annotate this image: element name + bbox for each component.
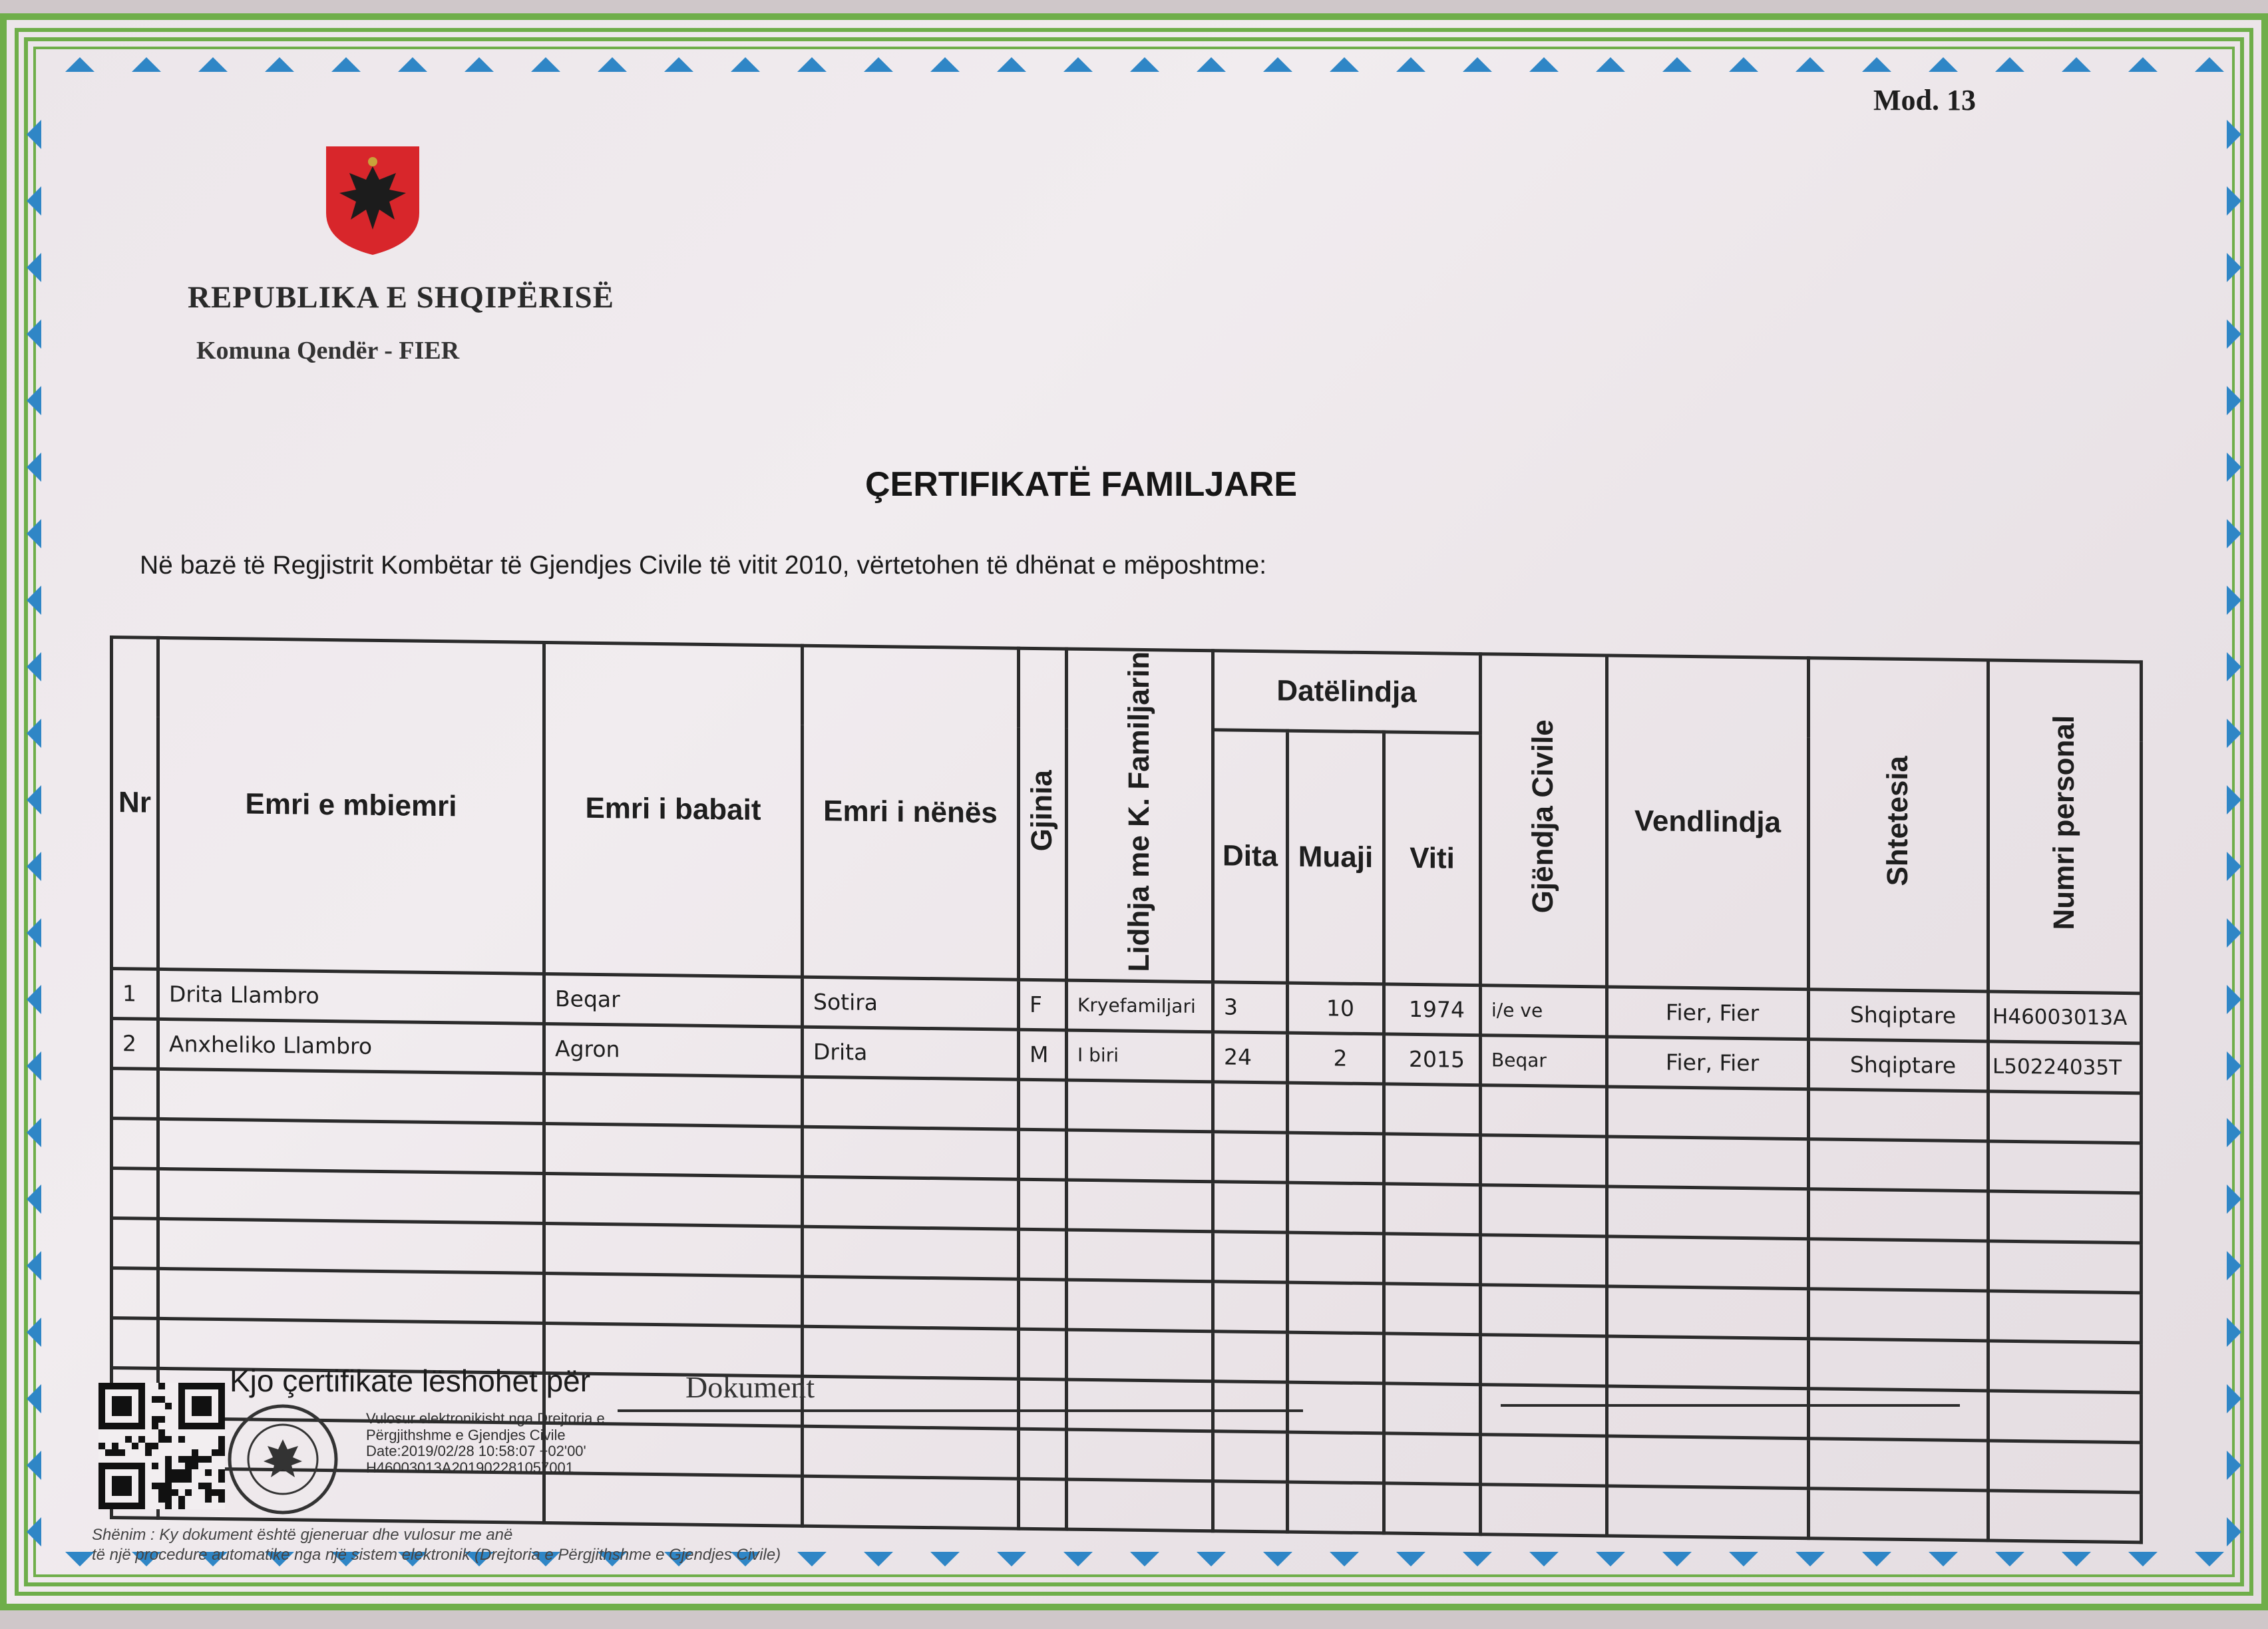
cell-nr: 2	[112, 1018, 158, 1069]
header-personal-number: Numri personal	[1988, 660, 2142, 993]
cell-month: 10	[1288, 983, 1384, 1034]
cell-father: Agron	[544, 1023, 803, 1077]
header-month: Muaji	[1288, 731, 1384, 984]
cell-gender: M	[1019, 1029, 1067, 1080]
qr-code-icon	[98, 1383, 225, 1509]
esign-line: Përgjithshme e Gjendjes Civile	[366, 1426, 566, 1443]
cell-nr: 1	[112, 968, 158, 1019]
cell-year: 2015	[1384, 1034, 1481, 1085]
albanian-emblem-icon	[323, 143, 423, 256]
cell-father: Beqar	[544, 974, 803, 1027]
cell-personal-number: L50224035T	[1988, 1041, 2142, 1093]
header-birthplace: Vendlindja	[1607, 655, 1809, 989]
issued-for-label: Kjo çertifikate lëshohet për	[230, 1363, 591, 1398]
note-line: Shënim : Ky dokument është gjeneruar dhe vulosur me anë	[92, 1526, 513, 1544]
header-civil-status: Gjëndja Civile	[1481, 654, 1607, 987]
cell-civil-status: Beqar	[1481, 1035, 1607, 1086]
header-mother: Emri i nënës	[803, 645, 1019, 980]
footer-note	[92, 1525, 781, 1565]
republic-name: REPUBLIKA E SHQIPËRISË	[188, 280, 615, 315]
header-father: Emri i babait	[544, 642, 803, 976]
header-nr: Nr	[112, 637, 158, 970]
electronic-signature-text	[366, 1411, 605, 1477]
cell-gender: F	[1019, 980, 1067, 1030]
header-gender: Gjinia	[1019, 648, 1067, 980]
cell-day: 3	[1213, 982, 1288, 1032]
esign-line: Date:2019/02/28 10:58:07 +02'00'	[366, 1443, 586, 1460]
document-title: ÇERTIFIKATË FAMILJARE	[865, 465, 1298, 504]
cell-relation: Kryefamiljari	[1067, 980, 1213, 1032]
cell-year: 1974	[1384, 984, 1481, 1035]
cell-name: Drita Llambro	[158, 969, 544, 1023]
cell-mother: Drita	[803, 1027, 1019, 1079]
cell-citizenship: Shqiptare	[1809, 1039, 1988, 1091]
cell-name: Anxheliko Llambro	[158, 1019, 544, 1073]
cell-birthplace: Fier, Fier	[1607, 987, 1809, 1039]
certificate-sheet	[0, 13, 2268, 1610]
cell-citizenship: Shqiptare	[1809, 989, 1988, 1041]
esign-line: Vulosur elektronikisht nga Drejtoria e	[366, 1410, 605, 1427]
electronic-seal-icon	[226, 1403, 339, 1516]
issued-for-value: Dokument	[685, 1370, 815, 1404]
header-name: Emri e mbiemri	[158, 637, 544, 974]
header-day: Dita	[1213, 730, 1288, 983]
form-code: Mod. 13	[1873, 84, 1976, 116]
esign-line: H46003013A201902281057001	[366, 1459, 574, 1476]
commune-name: Komuna Qendër - FIER	[196, 337, 460, 365]
cell-civil-status: i/e ve	[1481, 985, 1607, 1036]
header-year: Viti	[1384, 732, 1481, 985]
signature-line	[1501, 1404, 1960, 1407]
header-birthdate: Datëlindja	[1213, 651, 1481, 733]
cell-day: 24	[1213, 1031, 1288, 1082]
cell-relation: I biri	[1067, 1030, 1213, 1082]
header-relation: Lidhja me K. Familjarin	[1067, 649, 1213, 982]
intro-text: Në bazë të Regjistrit Kombëtar të Gjendjes Civile të vitit 2010, vërtetohen të dhënat e mëposhtme:	[140, 551, 1267, 580]
issued-for-underline	[618, 1409, 1303, 1412]
note-line: të një procedure automatike nga një sistem elektronik (Drejtoria e Përgjithshme e Gjendjes Civile)	[92, 1546, 781, 1564]
cell-month: 2	[1288, 1033, 1384, 1084]
cell-personal-number: H46003013A	[1988, 992, 2142, 1043]
cell-mother: Sotira	[803, 977, 1019, 1029]
family-table	[110, 635, 2143, 1544]
header-citizenship: Shtetesia	[1809, 658, 1988, 992]
cell-birthplace: Fier, Fier	[1607, 1037, 1809, 1089]
